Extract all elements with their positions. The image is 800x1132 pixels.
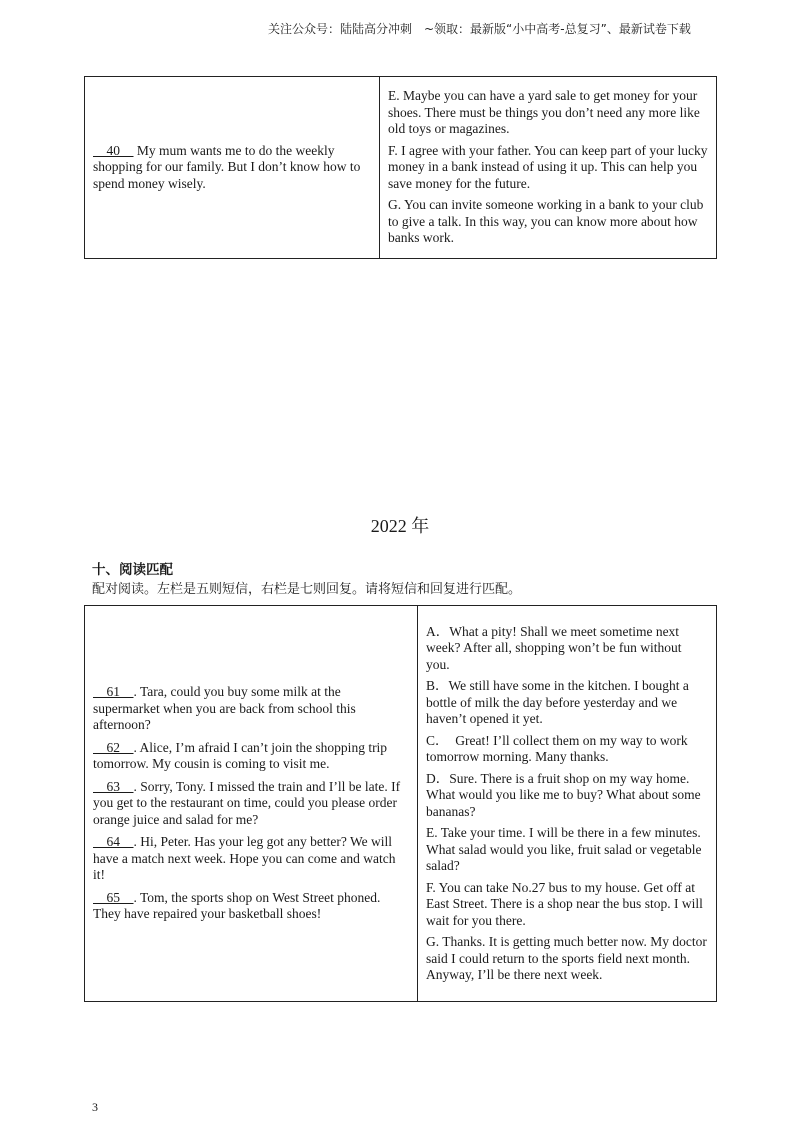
section-heading: 十、阅读匹配 <box>92 562 173 578</box>
question-text: . Tom, the sports shop on West Street phoned. They have repaired your basketball shoes! <box>93 889 381 922</box>
answer-blank[interactable]: 61 <box>93 684 134 700</box>
option-item: E. Maybe you can have a yard sale to get money for your shoes. There must be things you don’t need any more like old toys or magazines. <box>388 88 700 137</box>
question-item <box>93 684 409 734</box>
option-item: G. You can invite someone working in a bank to your club to give a talk. In this way, you can know more about how banks work. <box>388 197 704 246</box>
question-text: . Tara, could you buy some milk at the supermarket when you are back from school this afternoon? <box>93 684 356 733</box>
question-item <box>93 740 409 773</box>
question-item <box>93 143 371 193</box>
question-item <box>93 834 409 884</box>
answer-blank[interactable]: 62 <box>93 739 134 755</box>
header-note: 关注公众号：陆陆高分冲刺 ~领取：最新版“小中高考-总复习”、最新试卷下载 <box>268 22 691 36</box>
reply-option: F. You can take No.27 bus to my house. Get off at East Street. There is a shop near the bus stop. I will wait for you there. <box>426 879 703 928</box>
answer-blank[interactable]: 40 <box>93 142 134 158</box>
answer-blank[interactable]: 64 <box>93 834 134 850</box>
questions-cell <box>85 606 418 1002</box>
question-text: . Hi, Peter. Has your leg got any better? We will have a match next week. Hope you can come and watch it! <box>93 834 396 883</box>
reply-option: C． Great! I’ll collect them on my way to work tomorrow morning. Many thanks. <box>426 732 688 764</box>
question-cell <box>85 77 380 259</box>
question-text: . Alice, I’m afraid I can’t join the shopping trip tomorrow. My cousin is coming to visit me. <box>93 739 388 772</box>
options-cell <box>380 77 717 259</box>
question-item <box>93 779 409 829</box>
matching-table-1 <box>84 76 717 259</box>
option-item: F. I agree with your father. You can keep part of your lucky money in a bank instead of using it up. This can help you save money for the future. <box>388 142 708 191</box>
question-text: . Sorry, Tony. I missed the train and I’ll be late. If you get to the restaurant on time, could you please order orange juice and salad for me? <box>93 778 401 827</box>
section-instruction: 配对阅读。左栏是五则短信，右栏是七则回复。请将短信和回复进行匹配。 <box>92 582 522 597</box>
reply-option: G. Thanks. It is getting much better now. My doctor said I could return to the sports field next month. Anyway, I’ll be there next week. <box>426 934 707 982</box>
year-title: 2022 年 <box>370 516 430 536</box>
answer-blank[interactable]: 63 <box>93 778 134 794</box>
reply-option: B．We still have some in the kitchen. I bought a bottle of milk the day before yesterday and we haven’t opened it yet. <box>426 678 689 726</box>
question-item <box>93 890 409 923</box>
question-text: My mum wants me to do the weekly shopping for our family. But I don’t know how to spend money wisely. <box>93 142 361 191</box>
answer-blank[interactable]: 65 <box>93 889 134 905</box>
reply-option: A．What a pity! Shall we meet sometime next week? After all, shopping won’t be fun without you. <box>426 623 682 672</box>
replies-cell <box>418 606 717 1002</box>
reply-option: E. Take your time. I will be there in a few minutes. What salad would you like, fruit salad or vegetable salad? <box>426 825 702 873</box>
reply-option: D．Sure. There is a fruit shop on my way home. What would you like me to buy? What about some bananas? <box>426 770 701 819</box>
matching-table-2 <box>84 605 717 1002</box>
page-number: 3 <box>92 1100 98 1114</box>
